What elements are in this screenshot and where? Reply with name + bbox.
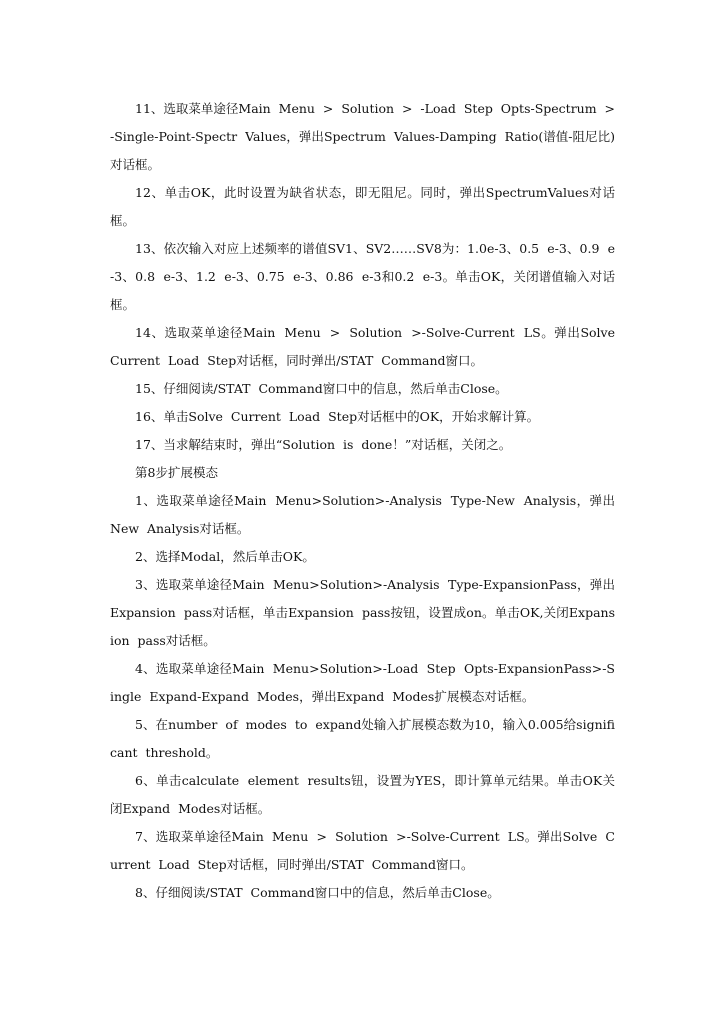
- document-body: [110, 95, 623, 907]
- paragraph-sub-4: 4、选取菜单途径Main Menu>Solution>-Load Step Opts-ExpansionPass>-Single Expand-Expand Modes，弹出Expand Modes扩展模态对话框。: [110, 661, 615, 704]
- paragraph-sub-5: 5、在number of modes to expand处输入扩展模态数为10，输入0.005给significant threshold。: [110, 717, 615, 760]
- paragraph-sub-7: 7、选取菜单途径Main Menu > Solution >-Solve-Current LS。弹出Solve Current Load Step对话框，同时弹出/STAT Command窗口。: [110, 829, 615, 872]
- section-heading-step-8: 第8步扩展模态: [135, 465, 218, 480]
- paragraph-step-11: 11、选取菜单途径Main Menu > Solution > -Load Step Opts-Spectrum > -Single-Point-Spectr Values，弹出Spectrum Values-Damping Ratio(谱值-阻尼比)对话框。: [110, 101, 623, 172]
- paragraph-step-15: 15、仔细阅读/STAT Command窗口中的信息，然后单击Close。: [135, 381, 508, 396]
- paragraph-step-13: 13、依次输入对应上述频率的谱值SV1、SV2……SV8为：1.0e-3、0.5 e-3、0.9 e-3、0.8 e-3、1.2 e-3、0.75 e-3、0.86 e-3和0.2 e-3。单击OK，关闭谱值输入对话框。: [110, 241, 615, 312]
- paragraph-step-12: 12、单击OK，此时设置为缺省状态，即无阻尼。同时，弹出SpectrumValues对话框。: [110, 185, 615, 228]
- paragraph-sub-8: 8、仔细阅读/STAT Command窗口中的信息，然后单击Close。: [135, 885, 500, 900]
- paragraph-step-17: 17、当求解结束时，弹出“Solution is done！”对话框，关闭之。: [135, 437, 512, 452]
- paragraph-step-16: 16、单击Solve Current Load Step对话框中的OK，开始求解计算。: [135, 409, 540, 424]
- paragraph-sub-3: 3、选取菜单途径Main Menu>Solution>-Analysis Type-ExpansionPass，弹出Expansion pass对话框，单击Expansion pass按钮，设置成on。单击OK,关闭Expansion pass对话框。: [110, 577, 615, 648]
- paragraph-sub-6: 6、单击calculate element results钮，设置为YES，即计算单元结果。单击OK关闭Expand Modes对话框。: [110, 773, 615, 816]
- paragraph-sub-2: 2、选择Modal，然后单击OK。: [135, 549, 315, 564]
- paragraph-step-14: 14、选取菜单途径Main Menu > Solution >-Solve-Current LS。弹出Solve Current Load Step对话框，同时弹出/STAT Command窗口。: [110, 325, 623, 368]
- paragraph-sub-1: 1、选取菜单途径Main Menu>Solution>-Analysis Type-New Analysis，弹出New Analysis对话框。: [110, 493, 615, 536]
